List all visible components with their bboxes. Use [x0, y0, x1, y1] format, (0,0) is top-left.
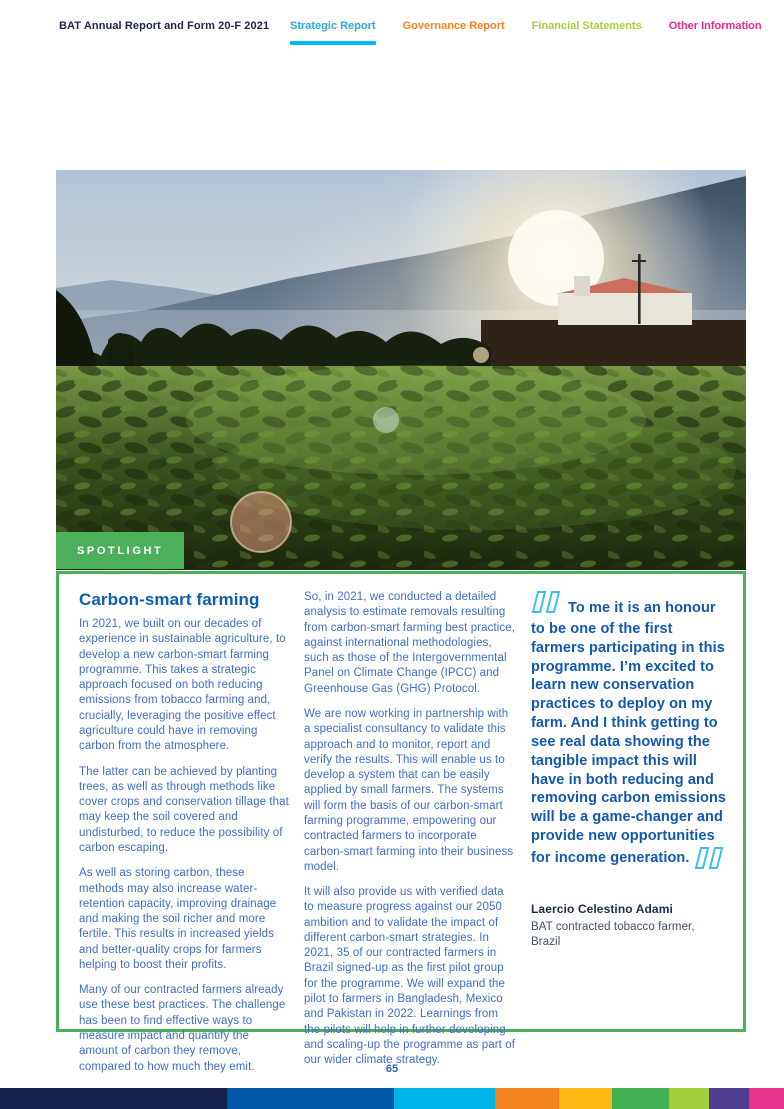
tab-label: Financial Statements: [531, 20, 642, 32]
tab-governance-report[interactable]: [403, 20, 505, 45]
stripe-segment: [394, 1088, 495, 1109]
active-tab-underline: [290, 41, 376, 45]
tab-financial-statements[interactable]: [532, 20, 642, 45]
top-navigation: [290, 20, 762, 45]
stripe-segment: [495, 1088, 559, 1109]
spotlight-tag: SPOTLIGHT: [56, 532, 184, 569]
report-title: BAT Annual Report and Form 20-F 2021: [59, 20, 270, 32]
tab-other-information[interactable]: [669, 20, 762, 45]
quote-text: To me it is an honour to be one of the first farmers participating in this programme. I’m excited to learn new conservation practices to deploy on my farm. And I think getting to see real data showing the tangible impact this will have in both reducing and removing carbon emissions will be a game-changer and provide new opportunities for income generation.: [531, 600, 727, 866]
paragraph: We are now working in partnership with a specialist consultancy to validate this approach and to monitor, report and verify the results. This will enable us to develop a system that can be easily applied by small farmers. The systems will form the basis of our carbon-smart farming programme, empowering our contracted farmers to incorporate carbon-smart farming into their business model.: [304, 707, 514, 873]
stripe-segment: [227, 1088, 394, 1109]
article-title: Carbon-smart farming: [79, 590, 260, 609]
hero-photo: [56, 170, 746, 570]
stripe-segment: [559, 1088, 612, 1109]
quote-attribution: [531, 902, 727, 950]
article-column-1: [79, 590, 289, 1085]
paragraph: As well as storing carbon, these methods may also increase water-retention capacity, improving drainage and making the soil richer and more fertile. This results in increased yields and better-quality crops for farmers helping to boost their profits.: [79, 867, 277, 971]
stripe-segment: [669, 1088, 709, 1109]
quote-author-role: BAT contracted tobacco farmer,: [531, 920, 695, 933]
tab-label: Other Information: [668, 20, 762, 32]
stripe-segment: [0, 1088, 227, 1109]
page-header: [59, 20, 764, 56]
brand-color-stripe: [0, 1088, 784, 1109]
quote-author-location: Brazil: [531, 935, 561, 948]
open-quote-icon: [531, 590, 563, 620]
paragraph: The latter can be achieved by planting trees, as well as through methods like cover crops and conservation tillage that may keep the soil covered and undisturbed, to reduce the possibility of carbon escaping.: [79, 765, 289, 854]
page-number: 65: [385, 1063, 399, 1075]
paragraph: It will also provide us with verified data to measure progress against our 2050 ambition and to validate the impact of different carbon-smart strategies. In 2021, 35 of our contracted farmers in Brazil signed-up as the first pilot group for the programme. We will expand the pilot to farmers in Bangladesh, Mexico and Pakistan in 2022. Learnings from the pilots will help in further developing and scaling-up the programme as part of our wider climate strategy.: [304, 886, 516, 1067]
tab-strategic-report[interactable]: [290, 20, 376, 45]
paragraph: Many of our contracted farmers already use these best practices. The challenge has been to find effective ways to measure impact and quantify the amount of carbon they remove, compared to how much they emit.: [79, 984, 286, 1073]
tab-label: Governance Report: [402, 20, 505, 32]
quote-author: Laercio Celestino Adami: [531, 901, 673, 916]
paragraph: In 2021, we built on our decades of experience in sustainable agriculture, to develop a new carbon-smart farming programme. This takes a strategic approach focused on both reducing emissions from tobacco farming and, crucially, leveraging the positive effect agriculture could have in removing carbon from the atmosphere.: [79, 618, 286, 753]
tab-label: Strategic Report: [290, 20, 376, 32]
stripe-segment: [612, 1088, 669, 1109]
close-quote-icon: [694, 846, 726, 876]
article-column-2-text: [304, 590, 516, 1068]
article-column-2: [304, 590, 516, 1085]
stripe-segment: [709, 1088, 749, 1109]
paragraph: So, in 2021, we conducted a detailed analysis to estimate removals resulting from carbon-smart farming best practice, against international methodologies, such as those of the Intergovernmental Panel on Climate Change (IPCC) and Greenhouse Gas (GHG) Protocol.: [304, 591, 516, 695]
stripe-segment: [749, 1088, 784, 1109]
article-column-3: [531, 590, 727, 1085]
pull-quote: [531, 590, 727, 876]
article-column-1-text: [79, 617, 289, 1075]
